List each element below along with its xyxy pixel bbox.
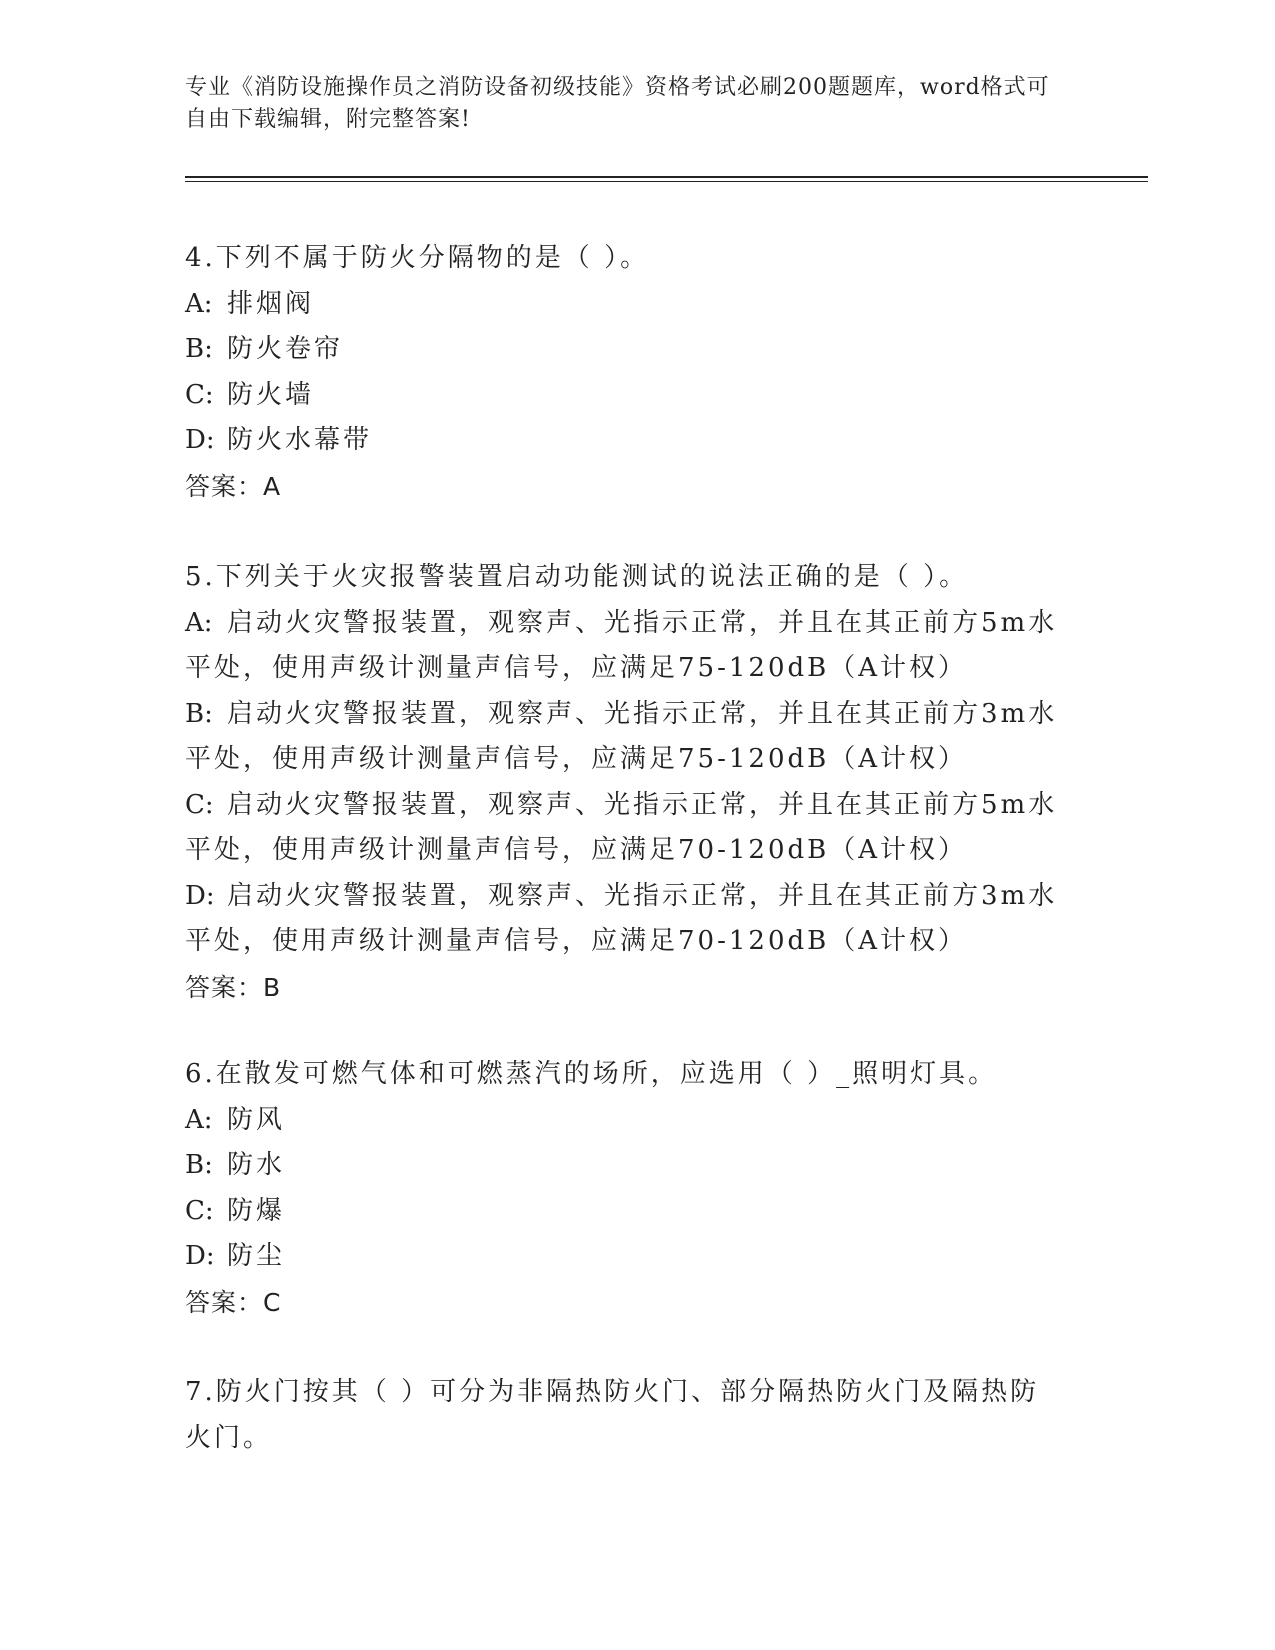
option-c — [185, 783, 1065, 874]
option-c — [185, 1189, 1065, 1235]
option-c — [185, 373, 1065, 419]
option-b — [185, 1143, 1065, 1189]
question-stem: 6.在散发可燃气体和可燃蒸汽的场所，应选用（ ）_照明灯具。 — [185, 1059, 998, 1089]
question-stem: 7.防火门按其（ ）可分为非隔热防火门、部分隔热防火门及隔热防火门。 — [185, 1377, 1040, 1453]
question-4 — [185, 236, 1065, 509]
option-label: C: — [185, 379, 214, 410]
option-d — [185, 1234, 1065, 1280]
option-label: C: — [185, 789, 214, 820]
document-header: 专业《消防设施操作员之消防设备初级技能》资格考试必刷200题题库，word格式可自由下载编辑，附完整答案! — [185, 75, 1050, 132]
question-5 — [185, 555, 1065, 1010]
option-b — [185, 692, 1065, 783]
option-label: B: — [185, 334, 213, 364]
option-label: A: — [185, 288, 213, 319]
answer-line: 答案：C — [185, 1287, 282, 1317]
header-divider-thick — [185, 176, 1148, 178]
option-label: B: — [185, 698, 213, 729]
option-label: A: — [185, 1104, 213, 1135]
question-7 — [185, 1370, 1065, 1461]
option-text: 启动火灾警报装置，观察声、光指示正常，并且在其正前方5m水平处，使用声级计测量声信号，应满足70-120dB（A计权） — [185, 789, 1058, 865]
option-label: D: — [185, 1241, 215, 1271]
option-a — [185, 601, 1065, 692]
question-stem: 5.下列关于火灾报警装置启动功能测试的说法正确的是（ ）。 — [185, 562, 969, 592]
option-text: 防爆 — [227, 1195, 286, 1226]
option-text: 防风 — [227, 1104, 286, 1135]
option-text: 防火墙 — [227, 379, 315, 410]
option-a — [185, 282, 1065, 328]
option-text: 启动火灾警报装置，观察声、光指示正常，并且在其正前方3m水平处，使用声级计测量声信号，应满足75-120dB（A计权） — [185, 698, 1058, 774]
option-text: 启动火灾警报装置，观察声、光指示正常，并且在其正前方3m水平处，使用声级计测量声信号，应满足70-120dB（A计权） — [185, 880, 1058, 956]
option-label: C: — [185, 1195, 214, 1226]
question-stem: 4.下列不属于防火分隔物的是（ ）。 — [185, 243, 650, 273]
option-d — [185, 418, 1065, 464]
option-label: A: — [185, 607, 213, 638]
option-text: 防水 — [227, 1150, 286, 1180]
option-label: D: — [185, 425, 215, 455]
header-divider-thin — [185, 181, 1148, 182]
option-label: D: — [185, 880, 215, 911]
option-text: 防火卷帘 — [227, 334, 344, 364]
option-text: 排烟阀 — [227, 288, 315, 319]
option-text: 启动火灾警报装置，观察声、光指示正常，并且在其正前方5m水平处，使用声级计测量声信号，应满足75-120dB（A计权） — [185, 607, 1058, 683]
option-d — [185, 874, 1065, 965]
answer-line: 答案：A — [185, 471, 282, 501]
option-text: 防尘 — [227, 1241, 286, 1271]
option-text: 防火水幕带 — [227, 425, 373, 455]
option-label: B: — [185, 1150, 213, 1180]
option-b — [185, 327, 1065, 373]
question-6 — [185, 1052, 1065, 1325]
answer-line: 答案：B — [185, 972, 282, 1002]
option-a — [185, 1098, 1065, 1144]
